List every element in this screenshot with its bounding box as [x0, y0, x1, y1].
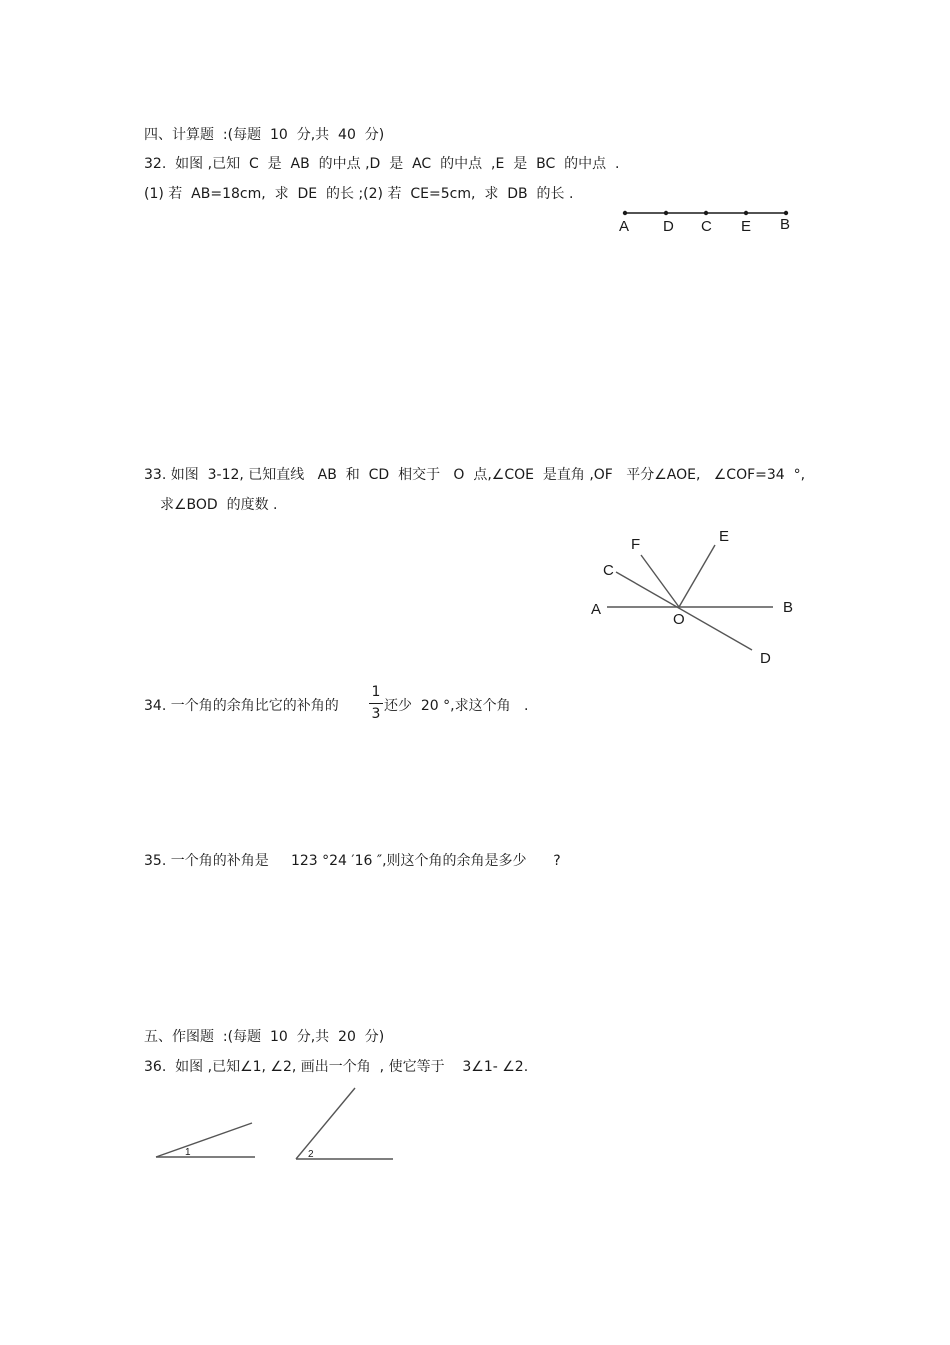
label-c: C	[701, 218, 712, 235]
fraction-numerator: 1	[371, 684, 381, 700]
q34-text-suffix: 还少 20 °,求这个角 .	[384, 698, 529, 714]
angle2-label: 2	[308, 1149, 314, 1160]
angle2-arm	[296, 1088, 355, 1159]
label-f: F	[631, 536, 641, 553]
q33-text-line2: 求∠BOD 的度数 .	[160, 497, 278, 513]
q32-text-line2: (1) 若 AB=18cm, 求 DE 的长 ;(2) 若 CE=5cm, 求 DB 的长 .	[144, 186, 574, 202]
label-b: B	[780, 216, 791, 233]
label-a: A	[619, 218, 630, 235]
angle1-label: 1	[185, 1147, 191, 1158]
fraction-denominator: 3	[371, 706, 381, 722]
label-d: D	[760, 650, 771, 667]
label-d: D	[663, 218, 674, 235]
angle1-arm	[156, 1123, 252, 1157]
label-o: O	[673, 611, 685, 628]
q33-text-line1: 33. 如图 3-12, 已知直线 AB 和 CD 相交于 O 点,∠COE 是直角 ,OF 平分∠AOE, ∠COF=34 °,	[144, 467, 806, 483]
q32-text-line1: 32. 如图 ,已知 C 是 AB 的中点 ,D 是 AC 的中点 ,E 是 BC 的中点 .	[144, 156, 620, 172]
label-e: E	[741, 218, 752, 235]
label-e: E	[719, 528, 730, 545]
section4-heading: 四、计算题 :(每题 10 分,共 40 分)	[144, 127, 385, 143]
q36-text: 36. 如图 ,已知∠1, ∠2, 画出一个角 , 使它等于 3∠1- ∠2.	[144, 1059, 529, 1075]
label-b: B	[783, 599, 794, 616]
section5-heading: 五、作图题 :(每题 10 分,共 20 分)	[144, 1029, 385, 1045]
label-a: A	[591, 601, 602, 618]
q34-text-prefix: 34. 一个角的余角比它的补角的	[144, 698, 339, 714]
q35-text: 35. 一个角的补角是 123 °24 ′16 ″,则这个角的余角是多少 ?	[144, 853, 561, 869]
label-c: C	[603, 562, 614, 579]
